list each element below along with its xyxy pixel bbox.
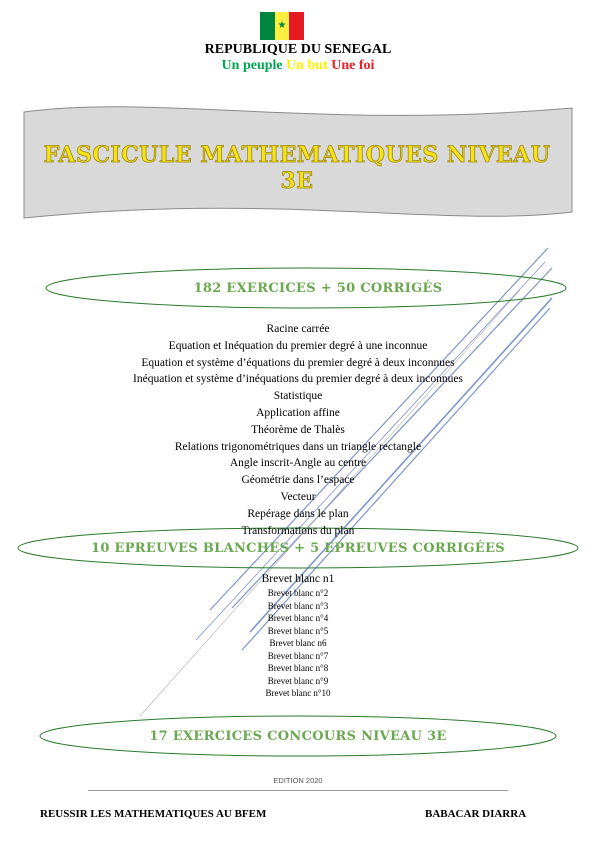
list-item: Brevet blanc n°9: [267, 675, 329, 686]
list-item: Brevet blanc n°7: [267, 650, 329, 661]
list-item: Brevet blanc n°2: [267, 588, 329, 598]
motto-part-faith: Une foi: [331, 58, 375, 73]
list-item: Racine carrée: [266, 323, 330, 335]
tests-section-title: 10 EPREUVES BLANCHES + 5 EPREUVES CORRIGÉES: [90, 541, 505, 556]
brevets-list: [0, 572, 596, 700]
list-item: Repérage dans le plan: [247, 507, 349, 520]
motto-part-people: Un peuple: [221, 58, 283, 73]
list-item: Transformations du plan: [241, 524, 355, 537]
footer-left-text: REUSSIR LES MATHEMATIQUES AU BFEM: [40, 808, 267, 820]
list-item: Brevet blanc n1: [261, 573, 335, 585]
contest-section-title: 17 EXERCICES CONCOURS NIVEAU 3E: [149, 729, 447, 744]
motto-part-goal: Un but: [286, 58, 328, 73]
list-item: Brevet blanc n°5: [267, 625, 329, 636]
list-item: Angle inscrit-Angle au centre: [229, 457, 367, 470]
list-item: Inéquation et système d’inéquations du premier degré à deux inconnues: [133, 373, 463, 386]
list-item: Brevet blanc n°3: [267, 600, 329, 611]
edition-label: EDITION 2020: [273, 776, 323, 785]
star-icon: ★: [277, 20, 287, 31]
list-item: Géométrie dans l’espace: [241, 474, 355, 487]
list-item: Equation et système d’équations du premier degré à deux inconnues: [141, 356, 455, 369]
list-item: Brevet blanc n6: [269, 638, 327, 648]
list-item: Statistique: [273, 390, 323, 403]
document-title: FASCICULE MATHEMATIQUES NIVEAU 3E: [43, 142, 551, 194]
topics-list: [0, 321, 596, 539]
footer-divider: [88, 790, 508, 791]
list-item: Brevet blanc n°10: [265, 688, 331, 698]
exercises-section-title: 182 EXERCICES + 50 CORRIGÉS: [193, 281, 443, 296]
list-item: Vecteur: [280, 490, 316, 503]
list-item: Application affine: [256, 406, 340, 419]
list-item: Equation et Inéquation du premier degré à une inconnue: [168, 339, 428, 352]
footer-author: BABACAR DIARRA: [425, 808, 527, 820]
list-item: Théorème de Thalès: [251, 423, 345, 436]
list-item: Brevet blanc n°4: [267, 613, 329, 623]
republic-heading: REPUBLIQUE DU SENEGAL: [204, 42, 392, 57]
list-item: Brevet blanc n°8: [267, 663, 329, 673]
list-item: Relations trigonométriques dans un triangle rectangle: [174, 440, 422, 453]
